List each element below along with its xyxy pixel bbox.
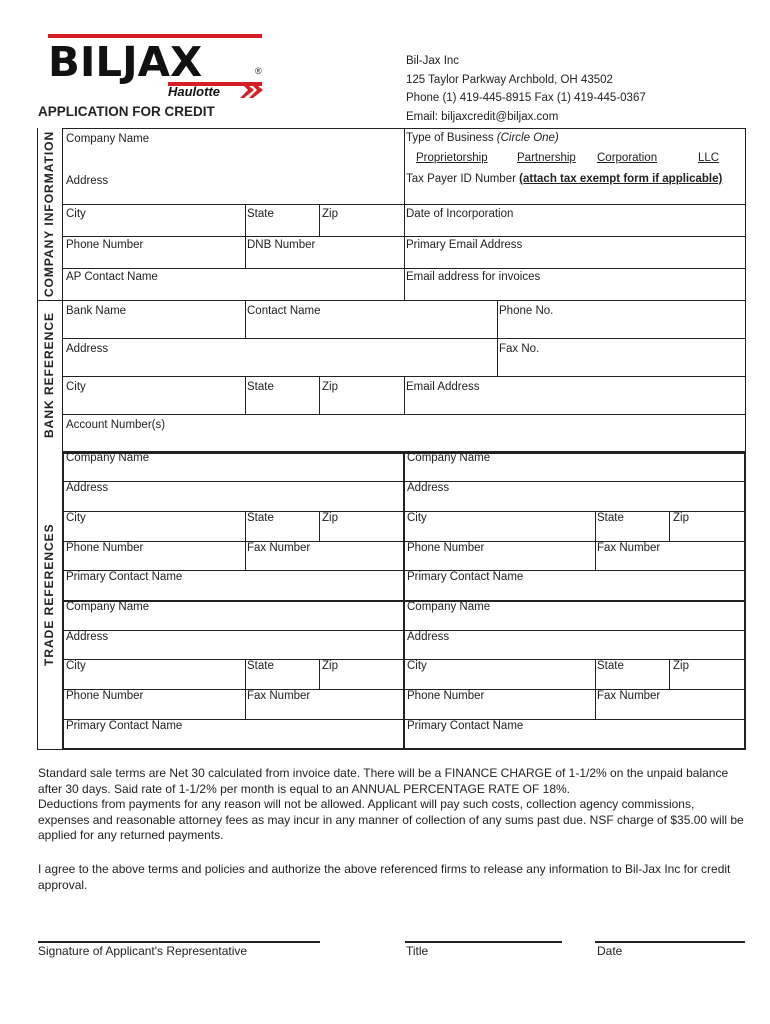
agreement-text: I agree to the above terms and policies and authorize the above referenced firms to release any information to Bil-Jax Inc for credit approval.: [38, 862, 731, 892]
logo: [48, 34, 268, 104]
option-partnership[interactable]: Partnership: [517, 152, 576, 164]
trade2-phone-field[interactable]: Phone Number: [407, 542, 485, 554]
trade1-state-field[interactable]: State: [247, 512, 274, 524]
state-field[interactable]: State: [247, 208, 274, 220]
trade4-fax-field[interactable]: Fax Number: [597, 690, 661, 702]
trade1-company-name-field[interactable]: Company Name: [66, 452, 150, 464]
date-line[interactable]: [595, 941, 745, 943]
trade4-company-name-field[interactable]: Company Name: [407, 601, 491, 613]
title-line[interactable]: [405, 941, 562, 943]
bank-state-field[interactable]: State: [247, 381, 274, 393]
company-info: [406, 52, 646, 126]
trade2-company-name-field[interactable]: Company Name: [407, 452, 491, 464]
invoice-email-field[interactable]: Email address for invoices: [406, 271, 541, 283]
title-label: Title: [406, 944, 429, 958]
bank-reference-section-label: BANK REFERENCE: [42, 312, 56, 439]
bank-address-field[interactable]: Address: [66, 343, 109, 355]
trade3-state-field[interactable]: State: [247, 660, 274, 672]
terms-paragraph: [38, 766, 748, 844]
city-field[interactable]: City: [66, 208, 86, 220]
trade1-fax-field[interactable]: Fax Number: [247, 542, 311, 554]
trade1-contact-field[interactable]: Primary Contact Name: [66, 571, 183, 583]
page-title: APPLICATION FOR CREDIT: [38, 104, 215, 119]
trade2-contact-field[interactable]: Primary Contact Name: [407, 571, 524, 583]
trade3-fax-field[interactable]: Fax Number: [247, 690, 311, 702]
bank-city-field[interactable]: City: [66, 381, 86, 393]
trade4-zip-field[interactable]: Zip: [673, 660, 689, 672]
dnb-number-field[interactable]: DNB Number: [247, 239, 316, 251]
company-info-section-label: COMPANY INFORMATION: [42, 130, 56, 298]
trade1-phone-field[interactable]: Phone Number: [66, 542, 144, 554]
signature-label: Signature of Applicant's Representative: [38, 944, 248, 958]
option-llc[interactable]: LLC: [698, 152, 720, 164]
address-field[interactable]: Address: [66, 175, 109, 187]
zip-field[interactable]: Zip: [322, 208, 338, 220]
company-name: Bil-Jax Inc: [406, 55, 460, 67]
company-phone: Phone (1) 419-445-8915 Fax (1) 419-445-0367: [406, 92, 646, 104]
option-corporation[interactable]: Corporation: [597, 152, 658, 164]
date-of-incorporation-field[interactable]: Date of Incorporation: [406, 208, 514, 220]
ap-contact-field[interactable]: AP Contact Name: [66, 271, 158, 283]
logo-registered: ®: [255, 66, 262, 76]
trade4-state-field[interactable]: State: [597, 660, 624, 672]
bank-email-field[interactable]: Email Address: [406, 381, 480, 393]
trade3-address-field[interactable]: Address: [66, 631, 109, 643]
bank-phone-field[interactable]: Phone No.: [499, 305, 554, 317]
trade4-contact-field[interactable]: Primary Contact Name: [407, 720, 524, 732]
bank-fax-field[interactable]: Fax No.: [499, 343, 540, 355]
bank-name-field[interactable]: Bank Name: [66, 305, 127, 317]
trade3-phone-field[interactable]: Phone Number: [66, 690, 144, 702]
primary-email-field[interactable]: Primary Email Address: [406, 239, 523, 251]
signature-line[interactable]: [38, 941, 320, 943]
trade3-company-name-field[interactable]: Company Name: [66, 601, 150, 613]
tax-id-field[interactable]: Tax Payer ID Number (attach tax exempt form if applicable): [406, 173, 723, 185]
logo-sub: Haulotte: [168, 84, 220, 99]
trade2-state-field[interactable]: State: [597, 512, 624, 524]
terms-deductions: Deductions from payments for any reason will not be allowed. Applicant will pay such costs, collection agency commissions, expenses and reasonable attorney fees as may incur in any manner of collection of any sums past due. NSF charge of $35.00 will be applied for any returned payments.: [38, 797, 744, 842]
trade2-zip-field[interactable]: Zip: [673, 512, 689, 524]
type-of-business-label: Type of Business (Circle One): [406, 132, 559, 144]
agreement-paragraph: [38, 862, 748, 893]
company-email: Email: biljaxcredit@biljax.com: [406, 110, 559, 123]
trade2-fax-field[interactable]: Fax Number: [597, 542, 661, 554]
date-label: Date: [597, 944, 623, 958]
logo-brand: BILJAX: [48, 38, 203, 86]
bank-contact-name-field[interactable]: Contact Name: [247, 305, 321, 317]
trade4-address-field[interactable]: Address: [407, 631, 450, 643]
trade3-city-field[interactable]: City: [66, 660, 86, 672]
bank-zip-field[interactable]: Zip: [322, 381, 338, 393]
option-proprietorship[interactable]: Proprietorship: [416, 152, 488, 164]
phone-number-field[interactable]: Phone Number: [66, 239, 144, 251]
trade3-zip-field[interactable]: Zip: [322, 660, 338, 672]
trade1-zip-field[interactable]: Zip: [322, 512, 338, 524]
trade2-city-field[interactable]: City: [407, 512, 427, 524]
trade-references-section-label: TRADE REFERENCES: [42, 523, 56, 666]
trade4-phone-field[interactable]: Phone Number: [407, 690, 485, 702]
trade2-address-field[interactable]: Address: [407, 482, 450, 494]
company-name-field[interactable]: Company Name: [66, 133, 150, 145]
trade4-city-field[interactable]: City: [407, 660, 427, 672]
company-address: 125 Taylor Parkway Archbold, OH 43502: [406, 73, 613, 86]
trade3-contact-field[interactable]: Primary Contact Name: [66, 720, 183, 732]
trade1-address-field[interactable]: Address: [66, 482, 109, 494]
terms-finance: Standard sale terms are Net 30 calculated from invoice date. There will be a FINANCE CHARGE of 1-1/2% on the unpaid balance after 30 days. Said rate of 1-1/2% per month is equal to an ANNUAL PERCENTAGE RATE OF 18%.: [38, 766, 729, 796]
account-numbers-field[interactable]: Account Number(s): [66, 419, 166, 431]
trade1-city-field[interactable]: City: [66, 512, 86, 524]
